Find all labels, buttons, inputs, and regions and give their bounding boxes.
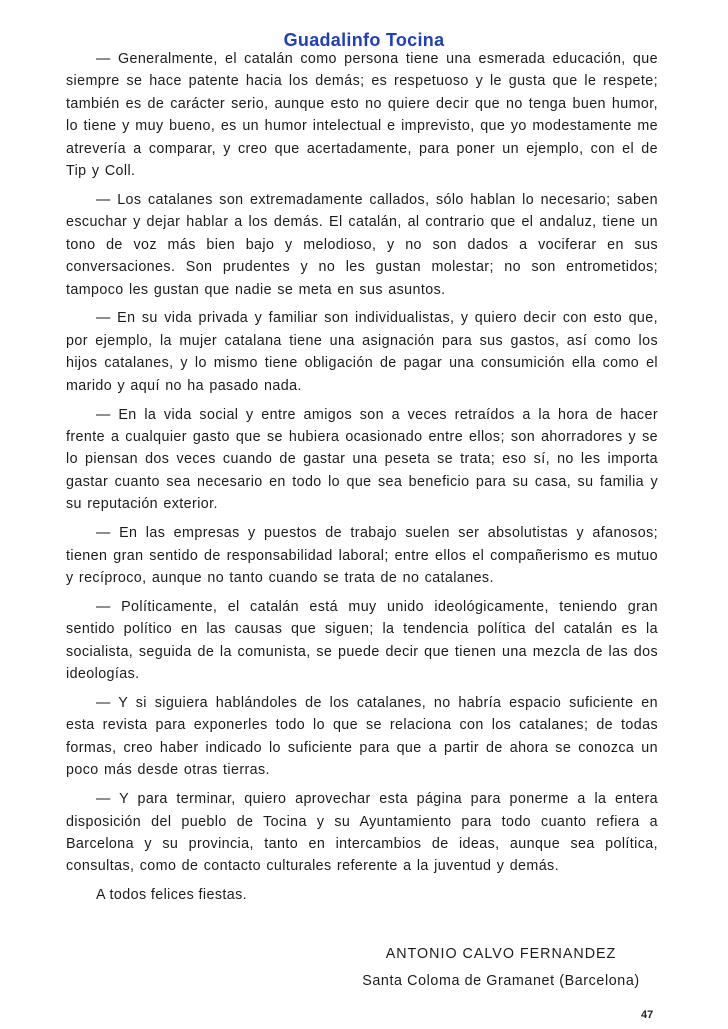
author-name: ANTONIO CALVO FERNANDEZ	[385, 946, 617, 962]
paragraph-6: — Políticamente, el catalán está muy unido ideológicamente, teniendo gran sentido político en las causas que siguen; la tendencia política del catalán es la socialista, seguida de la comunista, se puede decir que tienen una mezcla de las dos ideologías.	[66, 598, 658, 683]
paragraph-8: — Y para terminar, quiero aprovechar esta página para ponerme a la entera disposición del pueblo de Tocina y su Ayuntamiento para todo cuanto refiera a Barcelona y su provincia, tanto en intercambios de ideas, aunque sea política, consultas, como de contacto culturales referente a la juventud y demás.	[66, 791, 658, 875]
closing-line: A todos felices fiestas.	[96, 887, 248, 904]
header-title: Guadalinfo Tocina	[283, 30, 445, 50]
paragraph-1: — Generalmente, el catalán como persona tiene una esmerada educación, que siempre se hace patente hacia los demás; es respetuoso y le gusta que le respete; también es de carácter serio, aunque esto no quiere decir que no tenga buen humor, lo tiene y muy bueno, es un humor intelectual e imprevisto, que yo modestamente me atrevería a comparar, y creo que acertadamente, para poner un ejemplo, con el de Tip y Coll.	[66, 51, 658, 180]
paragraph-2: — Los catalanes son extremadamente callados, sólo hablan lo necesario; saben escuchar y dejar hablar a los demás. El catalán, al contrario que el andaluz, tiene un tono de voz más bien bajo y melodioso, y no son dados a vociferar en sus conversaciones. Son prudentes y no les gustan molestar; no son entrometidos; tampoco les gustan que nadie se meta en sus asuntos.	[66, 191, 658, 298]
paragraph-5: — En las empresas y puestos de trabajo suelen ser absolutistas y afanosos; tienen gran sentido de responsabilidad laboral; entre ellos el compañerismo es mutuo y recíproco, aunque no tanto cuando se trata de no catalanes.	[66, 525, 658, 586]
paragraph-7: — Y si siguiera hablándoles de los catalanes, no habría espacio suficiente en esta revista para exponerles todo lo que se relaciona con los catalanes; de todas formas, creo haber indicado lo suficiente para que a partir de ahora se conozca un poco más desde otras tierras.	[66, 694, 658, 779]
page-number: 47	[641, 1009, 654, 1021]
paragraph-4: — En la vida social y entre amigos son a veces retraídos a la hora de hacer frente a cualquier gasto que se hubiera ocasionado entre ellos; son ahorradores y se lo piensan dos veces cuando de gastar una peseta se trata; eso sí, no les importa gastar cuanto sea necesario en todo lo que sea beneficio para su casa, su familia y su reputación exterior.	[66, 406, 658, 513]
article-body	[66, 48, 658, 907]
paragraph-3: — En su vida privada y familiar son individualistas, y quiero decir con esto que, por ejemplo, la mujer catalana tiene una asignación para sus gastos, así como los hijos catalanes, y lo mismo tiene obligación de pagar una consumición ella como el marido y aquí no ha pasado nada.	[66, 310, 658, 394]
author-location: Santa Coloma de Gramanet (Barcelona)	[362, 973, 640, 989]
